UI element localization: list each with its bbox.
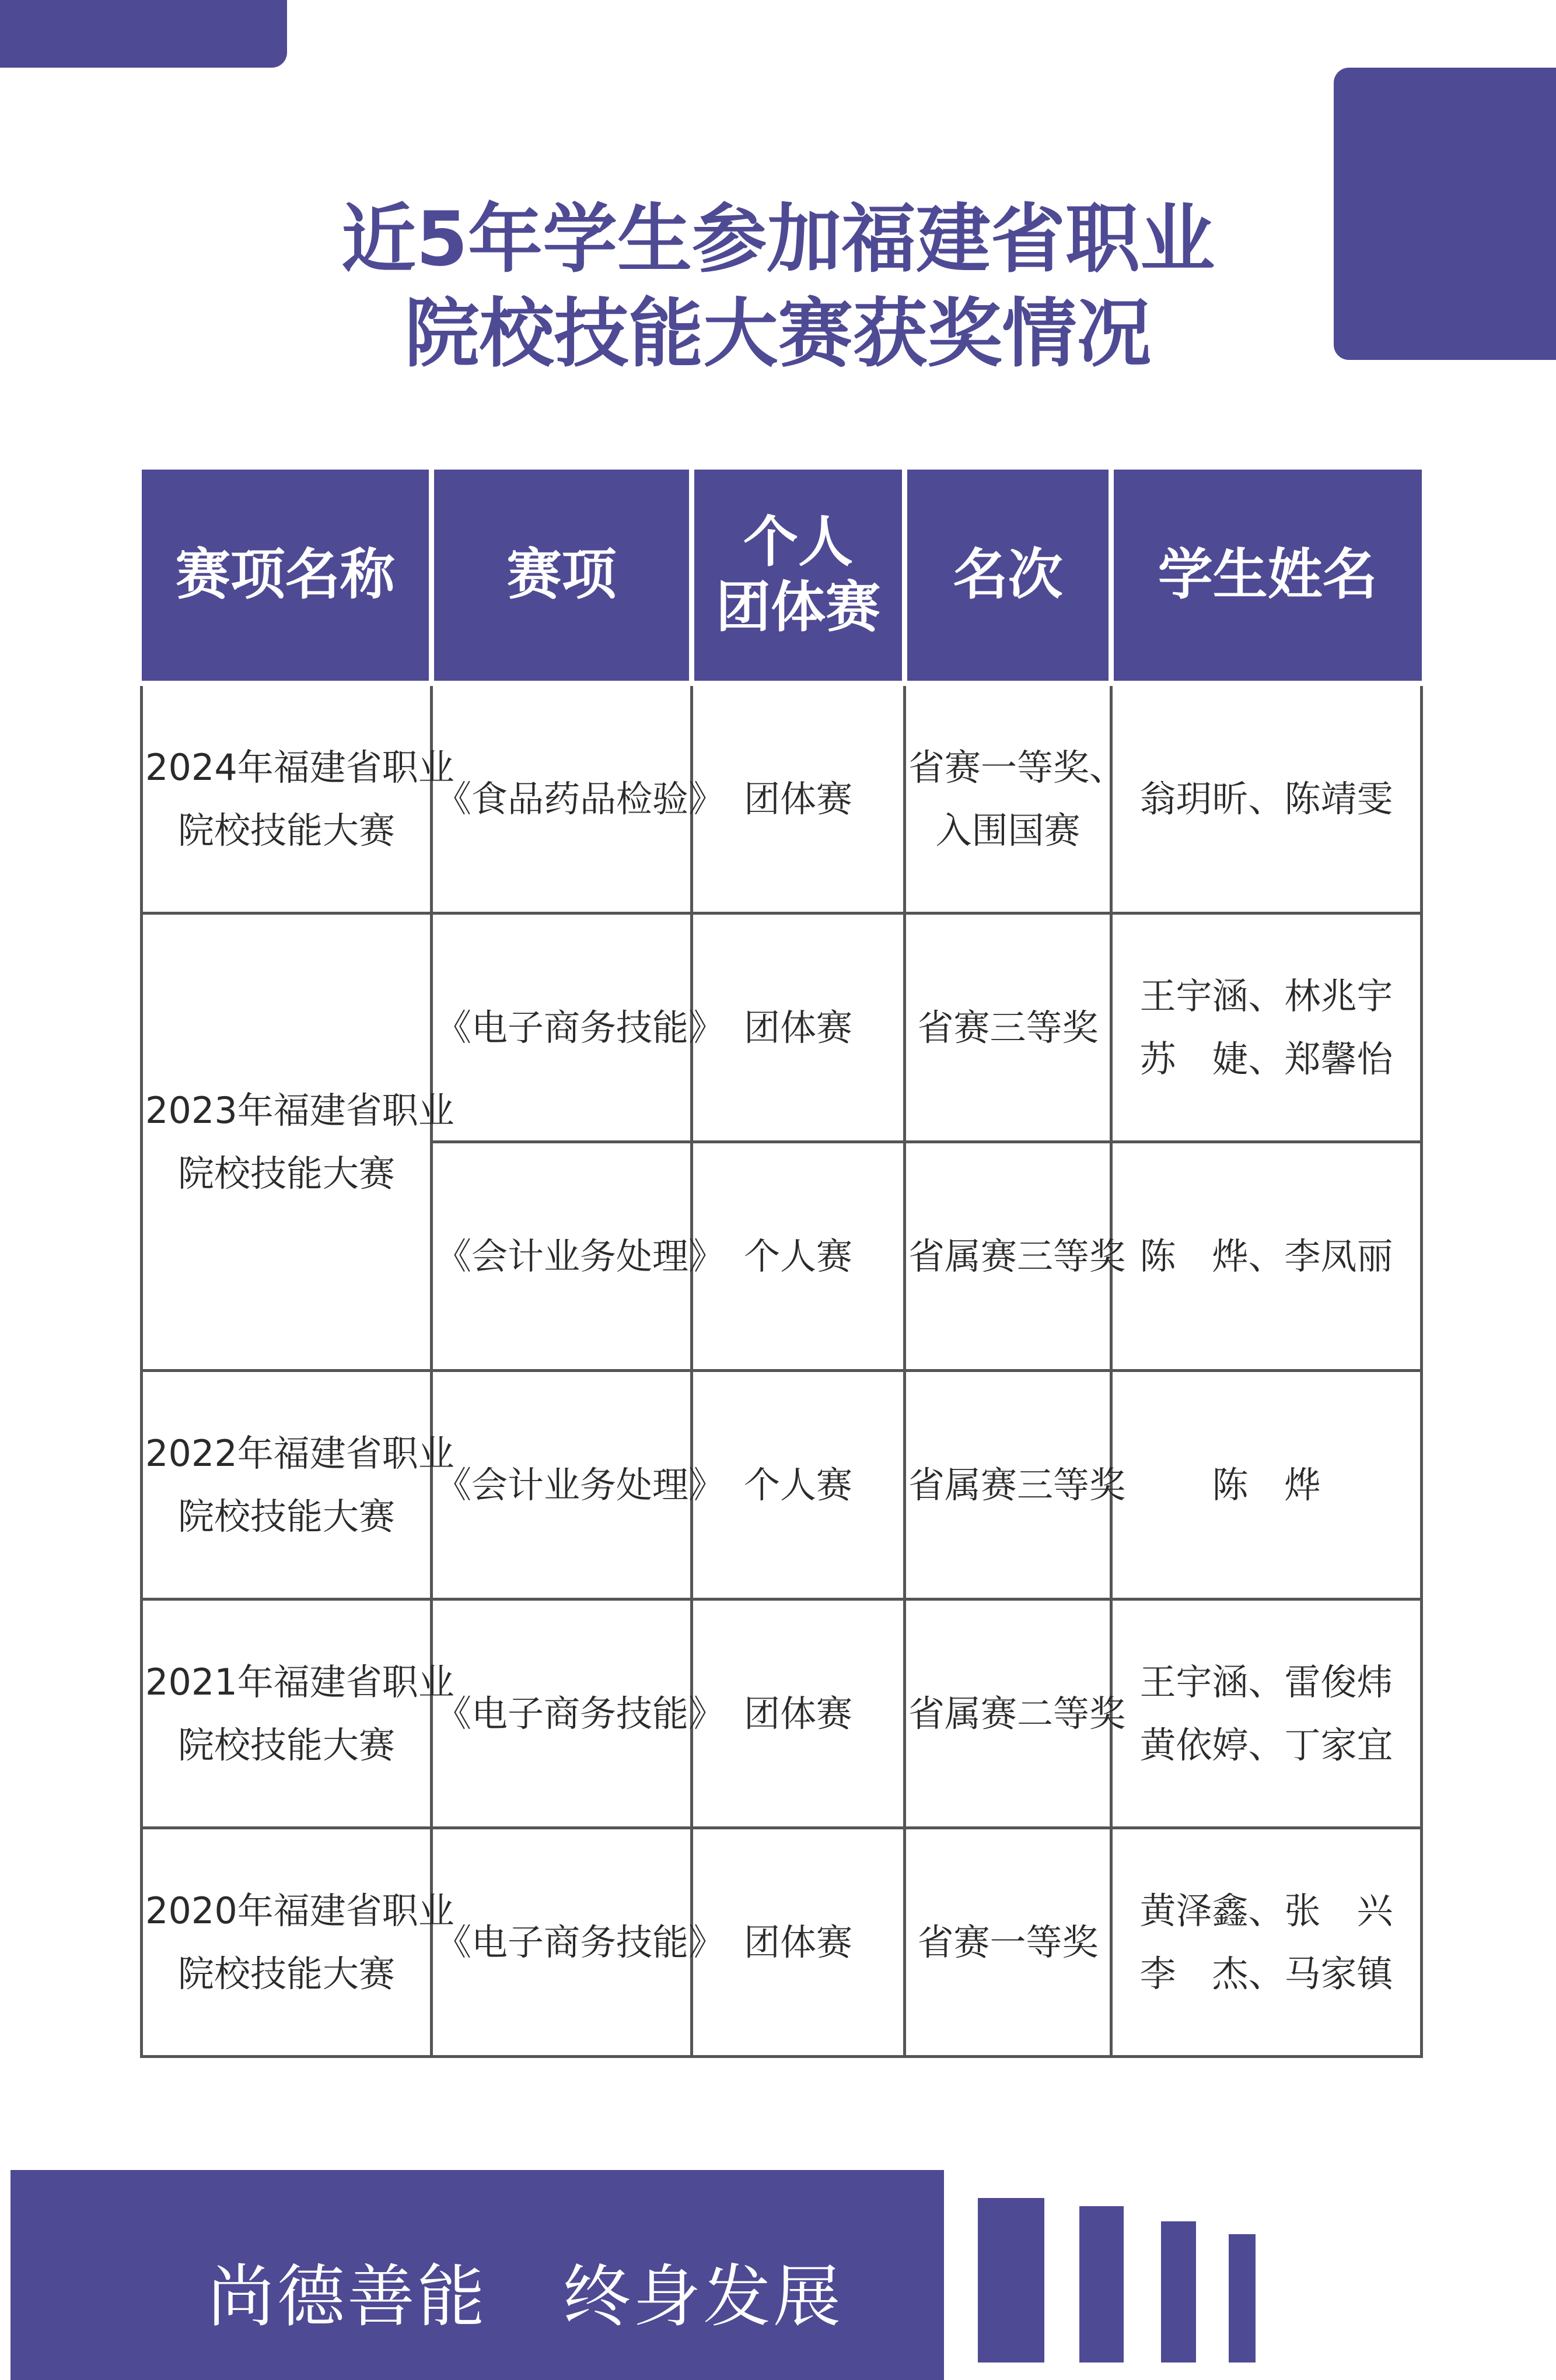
cell-event: 《会计业务处理》: [432, 1371, 692, 1600]
decorative-block-top-left: [0, 0, 287, 68]
decorative-bar-1: [978, 2198, 1044, 2362]
cell-event: 《电子商务技能》: [432, 914, 692, 1142]
cell-rank: 省赛三等奖: [905, 914, 1111, 1142]
cell-students: 王宇涵、林兆宇 苏 婕、郑馨怡: [1111, 914, 1422, 1142]
cell-type: 团体赛: [692, 1600, 905, 1828]
page-title-line-1: 近5年学生参加福建省职业: [341, 196, 1215, 283]
cell-students: 陈 烨、李凤丽: [1111, 1142, 1422, 1371]
cell-event: 《食品药品检验》: [432, 684, 692, 914]
cell-event: 《会计业务处理》: [432, 1142, 692, 1371]
table-row: [142, 1600, 1422, 1828]
cell-competition: 2024年福建省职业 院校技能大赛: [142, 684, 432, 914]
column-header-competition: 赛项名称: [142, 467, 432, 684]
cell-type: 团体赛: [692, 1828, 905, 2057]
cell-event: 《电子商务技能》: [432, 1828, 692, 2057]
cell-competition: 2021年福建省职业 院校技能大赛: [142, 1600, 432, 1828]
column-header-students: 学生姓名: [1111, 467, 1422, 684]
awards-table: [140, 464, 1423, 2058]
column-header-event: 赛项: [432, 467, 692, 684]
decorative-bar-2: [1079, 2206, 1124, 2362]
table-row: [142, 914, 1422, 1142]
table-row: [142, 684, 1422, 914]
table-row: [142, 1828, 1422, 2057]
column-header-rank: 名次: [905, 467, 1111, 684]
cell-type: 团体赛: [692, 914, 905, 1142]
cell-competition: 2022年福建省职业 院校技能大赛: [142, 1371, 432, 1600]
table-row: [142, 1371, 1422, 1600]
cell-students: 王宇涵、雷俊炜 黄依婷、丁家宜: [1111, 1600, 1422, 1828]
column-header-type: 个人 团体赛: [692, 467, 905, 684]
cell-rank: 省属赛三等奖: [905, 1371, 1111, 1600]
cell-rank: 省赛一等奖、 入围国赛: [905, 684, 1111, 914]
cell-competition: 2023年福建省职业 院校技能大赛: [142, 914, 432, 1371]
cell-type: 个人赛: [692, 1371, 905, 1600]
cell-event: 《电子商务技能》: [432, 1600, 692, 1828]
cell-type: 团体赛: [692, 684, 905, 914]
slogan-part-1: 尚德善能: [207, 2258, 487, 2336]
cell-type: 个人赛: [692, 1142, 905, 1371]
decorative-bar-4: [1229, 2234, 1256, 2362]
cell-rank: 省属赛二等奖: [905, 1600, 1111, 1828]
cell-students: 黄泽鑫、张 兴 李 杰、马家镇: [1111, 1828, 1422, 2057]
page-title-line-2: 院校技能大赛获奖情况: [404, 290, 1152, 377]
cell-rank: 省赛一等奖: [905, 1828, 1111, 2057]
slogan-part-2: 终身发展: [563, 2258, 843, 2336]
page-title: [0, 192, 1556, 382]
cell-students: 翁玥昕、陈靖雯: [1111, 684, 1422, 914]
cell-competition: 2020年福建省职业 院校技能大赛: [142, 1828, 432, 2057]
cell-students: 陈 烨: [1111, 1371, 1422, 1600]
cell-rank: 省属赛三等奖: [905, 1142, 1111, 1371]
decorative-bar-3: [1161, 2221, 1196, 2362]
table-header-row: [142, 467, 1422, 684]
slogan: [207, 2256, 843, 2338]
